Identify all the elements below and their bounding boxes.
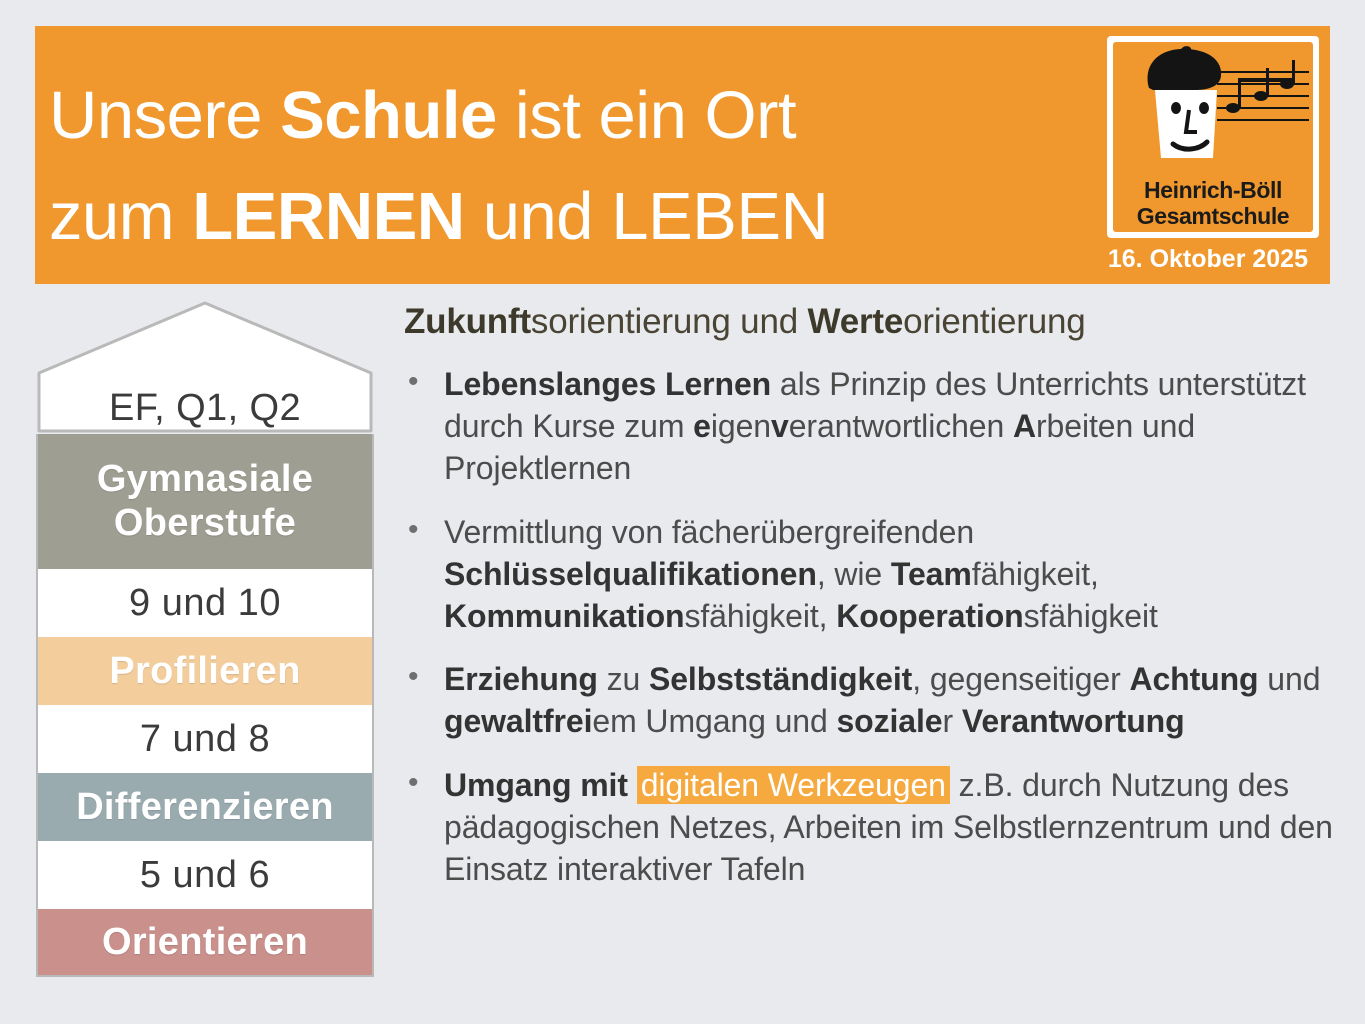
- house-level-orientieren: Orientieren: [36, 909, 374, 977]
- title-line-1-post: ist ein Ort: [496, 78, 797, 153]
- bullet-text-run: Schlüsselqualifikationen: [444, 555, 817, 592]
- bullet-text-run: , gegenseitiger: [912, 661, 1130, 698]
- bullet-text-run: Vermittlung von fächerübergreifenden: [444, 513, 975, 550]
- bullet-text-run: r: [942, 703, 962, 740]
- bullet-list: [400, 364, 1340, 891]
- bullet-text-run: igen: [710, 407, 771, 444]
- subheading-bold-1: Zukunft: [404, 302, 531, 341]
- subheading-text-2: orientierung: [903, 302, 1086, 341]
- bullet-item: [400, 364, 1340, 490]
- title-line-1-pre: Unsere: [49, 78, 281, 153]
- roof-label: EF, Q1, Q2: [109, 387, 301, 429]
- title-line-2: [49, 163, 1079, 272]
- logo-text: [1113, 177, 1313, 229]
- bullet-text-run: em Umgang und: [592, 703, 837, 740]
- house-level-label: Oberstufe: [113, 501, 297, 544]
- bullet-text-run: und: [1258, 661, 1321, 698]
- subheading-bold-2: Werte: [807, 302, 904, 341]
- logo-text-line-2: Gesamtschule: [1136, 203, 1290, 230]
- bullet-text-run: rbeiten und Projektlernen: [444, 407, 1196, 486]
- content-column: [400, 302, 1340, 913]
- bullet-text-run: fähigkeit,: [971, 555, 1099, 592]
- bullet-text-run: als Prinzip des Unterrichts unterstützt durch Kurse zum: [444, 366, 1306, 444]
- bullet-text-run: Lebenslanges Lernen: [444, 366, 772, 402]
- bullet-item: [400, 512, 1340, 638]
- highlighted-phrase: digitalen Werkzeugen: [637, 766, 950, 804]
- logo-graphic: [1113, 42, 1313, 232]
- bullet-text-run: v: [770, 407, 789, 444]
- house-level-label: Gymnasiale: [96, 457, 314, 500]
- bullet-text-run: Kommunikation: [444, 597, 685, 634]
- bullet-text-run: soziale: [836, 703, 943, 740]
- bullet-text-run: Achtung: [1129, 661, 1259, 698]
- title-line-1: [49, 62, 1079, 171]
- bullet-item: [400, 659, 1340, 743]
- bullet-text-run: sfähigkeit: [1023, 597, 1158, 634]
- school-logo: [1107, 36, 1319, 238]
- bullet-text-run: Kooperation: [836, 597, 1024, 634]
- house-level-oberstufe: [36, 434, 374, 569]
- house-level-7-8: 7 und 8: [36, 705, 374, 773]
- house-level-profilieren: Profilieren: [36, 637, 374, 705]
- bullet-text-run: e: [693, 407, 711, 444]
- bullet-text-run: A: [1012, 407, 1036, 444]
- subheading-text-1: sorientierung und: [530, 302, 808, 341]
- title-line-2-bold: LERNEN: [192, 178, 465, 254]
- house-level-9-10: 9 und 10: [36, 569, 374, 637]
- page-title: [49, 62, 1079, 271]
- bullet-text-run: Verantwortung: [961, 703, 1185, 740]
- logo-text-line-1: Heinrich-Böll: [1144, 177, 1282, 204]
- bullet-text-run: zu: [597, 661, 649, 698]
- bullet-text-run: , wie: [816, 555, 891, 592]
- logo-music-staff-icon: [1217, 60, 1309, 130]
- house-roof: [36, 300, 374, 434]
- bullet-text-run: Team: [890, 555, 972, 592]
- bullet-item: [400, 765, 1340, 891]
- bullet-text-run: Umgang mit: [444, 767, 637, 804]
- presentation-date: 16. Oktober 2025: [1107, 245, 1308, 273]
- title-line-1-bold: Schule: [280, 78, 497, 153]
- house-level-differenzieren: Differenzieren: [36, 773, 374, 841]
- header-banner: [35, 26, 1330, 284]
- title-line-2-post: und LEBEN: [464, 178, 829, 254]
- bullet-text-run: gewaltfrei: [444, 703, 593, 740]
- bullet-text-run: z.B. durch Nutzung des pädagogischen Netzes, Arbeiten im Selbstlernzentrum und den Einsatz interaktiver Tafeln: [444, 767, 1333, 888]
- school-structure-house: [36, 300, 374, 1000]
- bullet-text-run: Erziehung: [444, 661, 598, 698]
- house-level-5-6: 5 und 6: [36, 841, 374, 909]
- bullet-text-run: erantwortlichen: [788, 407, 1013, 444]
- bullet-text-run: sfähigkeit,: [684, 597, 837, 634]
- bullet-text-run: Selbstständigkeit: [648, 661, 913, 698]
- section-subheading: [404, 302, 1340, 342]
- title-line-2-pre: zum: [49, 178, 193, 254]
